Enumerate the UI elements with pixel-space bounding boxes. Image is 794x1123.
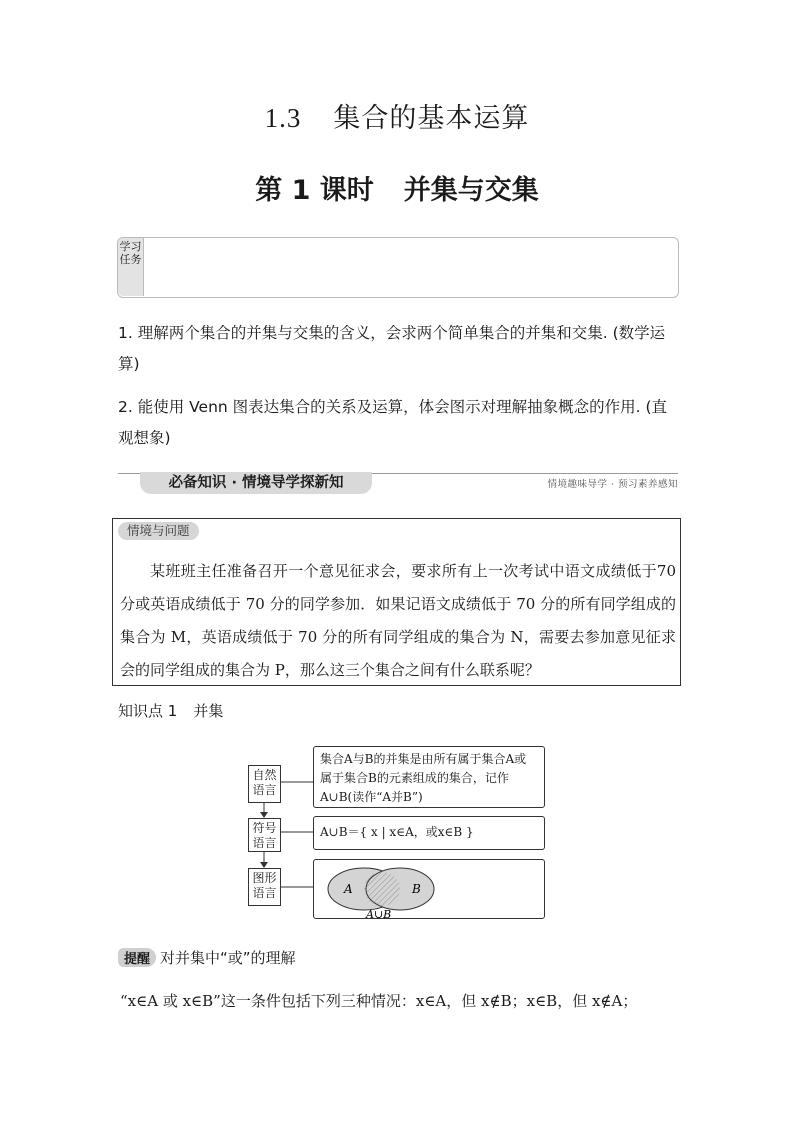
reminder-tag: 提醒 (118, 948, 156, 967)
goal-2: 2. 能使用 Venn 图表达集合的关系及运算，体会图示对理解抽象概念的作用. (直观想象) (118, 398, 668, 447)
section-name: 集合的基本运算 (333, 103, 530, 134)
lesson-topic: 并集与交集 (403, 175, 539, 206)
goal-1: 1. 理解两个集合的并集与交集的含义，会求两个简单集合的并集和交集. (数学运算) (118, 324, 666, 373)
learning-task-box (117, 237, 679, 298)
symbol-language-box (313, 816, 545, 850)
lesson-number: 第 1 课时 (255, 175, 374, 206)
scenario-text: 某班班主任准备召开一个意见征求会，要求所有上一次考试中语文成绩低于70 分或英语成绩低于 70 分的同学参加．如果记语文成绩低于 70 分的所有同学组成的集合为 M，英语成绩低于 70 分的所有同学组成的集合为 N，需要去参加意见征求会的同学组成的集合为 P，那么这三个集合之间有什么联系呢？ (120, 562, 676, 679)
section-title (0, 96, 794, 135)
graph-language-label: 图形语言 (248, 868, 281, 906)
reminder-text: 对并集中“或”的理解 (160, 949, 296, 967)
symbol-language-text: A∪B＝{ x | x∈A，或x∈B } (320, 825, 474, 839)
scenario-tag: 情境与问题 (118, 522, 199, 540)
venn-label-b: B (412, 882, 421, 896)
venn-intersection (364, 872, 400, 906)
symbol-language-label: 符号语言 (248, 818, 281, 852)
venn-diagram (314, 860, 546, 920)
learning-task-tab: 学习任务 (118, 238, 144, 296)
natural-language-text: 集合A与B的并集是由所有属于集合A或属于集合B的元素组成的集合，记作A∪B(读作“A并B”) (320, 752, 527, 804)
knowledge-point-heading (118, 700, 223, 721)
lesson-title (0, 168, 794, 207)
reminder (118, 947, 296, 968)
condition-text: “x∈A 或 x∈B”这一条件包括下列三种情况：x∈A，但 x∉B；x∈B，但 x∉A； (120, 992, 638, 1010)
knowledge-point-label: 知识点 1 (118, 702, 178, 720)
natural-language-box (313, 746, 545, 808)
venn-label-a: A (344, 882, 353, 896)
natural-language-label: 自然语言 (248, 765, 281, 803)
knowledge-point-name: 并集 (193, 702, 224, 720)
venn-caption: A∪B (366, 908, 392, 920)
section-banner: 必备知识 · 情境导学探新知 (140, 472, 372, 494)
section-banner-subtitle: 情境趣味导学 · 预习素养感知 (547, 479, 678, 490)
graph-language-box (313, 859, 545, 919)
section-number: 1.3 (264, 103, 302, 133)
